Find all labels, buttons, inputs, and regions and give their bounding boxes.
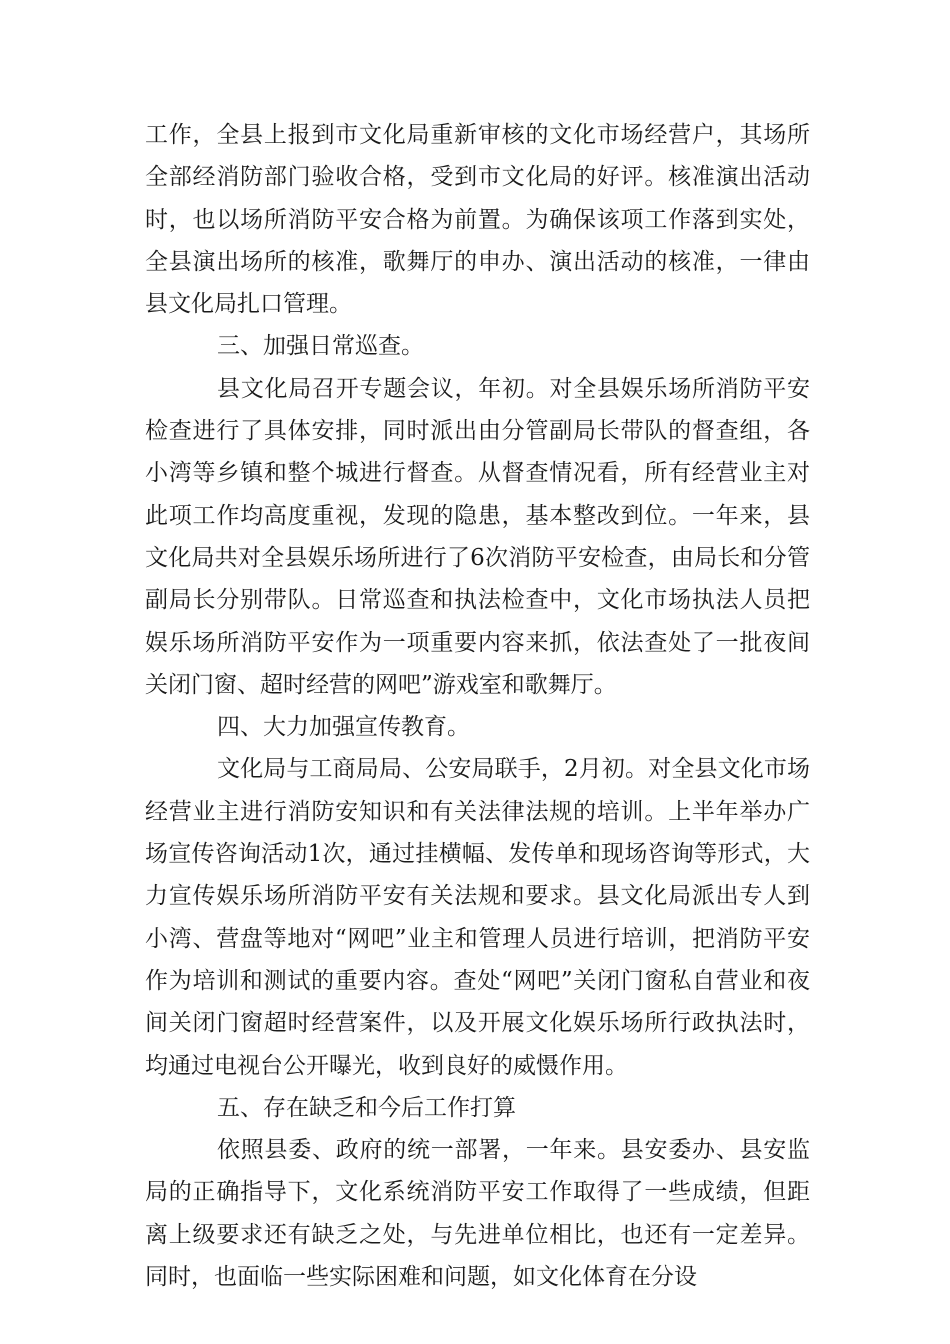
paragraph-education: 文化局与工商局局、公安局联手，2月初。对全县文化市场经营业主进行消防安知识和有关法律法规的培训。上半年举办广场宣传咨询活动1次，通过挂横幅、发传单和现场咨询等形式，大力宣传娱乐场所消防平安有关法规和要求。县文化局派出专人到小湾、营盘等地对“网吧”业主和管理人员进行培训，把消防平安作为培训和测试的重要内容。查处“网吧”关闭门窗私自营业和夜间关闭门窗超时经营案件，以及开展文化娱乐场所行政执法时，均通过电视台公开曝光，收到良好的威慑作用。 [145, 756, 810, 1079]
section-heading-4: 四、大力加强宣传教育。 [217, 714, 470, 741]
section-heading-5: 五、存在缺乏和今后工作打算 [217, 1094, 516, 1121]
section-heading-3: 三、加强日常巡查。 [217, 333, 424, 360]
paragraph-continuation: 工作，全县上报到市文化局重新审核的文化市场经营户，其场所全部经消防部门验收合格，受到市文化局的好评。核准演出活动时，也以场所消防平安合格为前置。为确保该项工作落到实处，全县演出场所的核准，歌舞厅的申办、演出活动的核准，一律由县文化局扎口管理。 [145, 122, 810, 318]
document-body [145, 114, 810, 1298]
paragraph-plans: 依照县委、政府的统一部署，一年来。县安委办、县安监局的正确指导下，文化系统消防平安工作取得了一些成绩，但距离上级要求还有缺乏之处，与先进单位相比，也还有一定差异。同时，也面临一些实际困难和问题，如文化体育在分设 [145, 1137, 810, 1291]
paragraph-inspection: 县文化局召开专题会议，年初。对全县娱乐场所消防平安检查进行了具体安排，同时派出由分管副局长带队的督查组，各小湾等乡镇和整个城进行督查。从督查情况看，所有经营业主对此项工作均高度重视，发现的隐患，基本整改到位。一年来，县文化局共对全县娱乐场所进行了6次消防平安检查，由局长和分管副局长分别带队。日常巡查和执法检查中，文化市场执法人员把娱乐场所消防平安作为一项重要内容来抓，依法查处了一批夜间关闭门窗、超时经营的网吧”游戏室和歌舞厅。 [145, 375, 810, 698]
